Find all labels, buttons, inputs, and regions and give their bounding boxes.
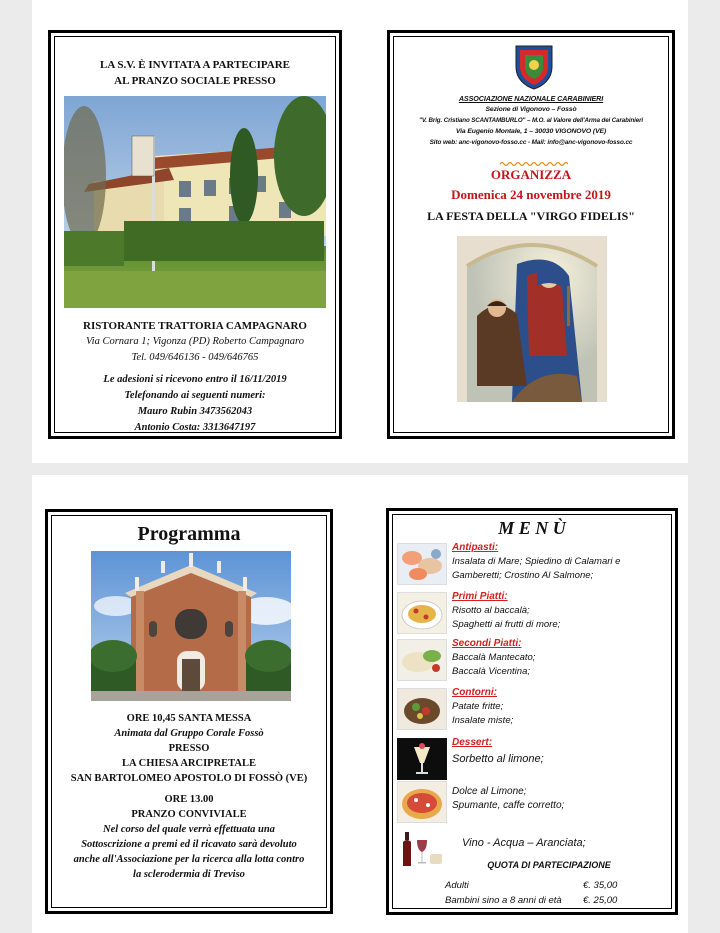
antipasti-heading: Antipasti: xyxy=(452,542,499,553)
association-address: Via Eugenio Montale, 1 – 30030 VIGONOVO (VE) xyxy=(455,128,607,135)
contorni-item-2: Insalate miste; xyxy=(452,715,514,726)
restaurant-info xyxy=(51,318,339,366)
menu-title: M E N Ù xyxy=(498,518,566,538)
page-top-sheet xyxy=(32,0,688,463)
menu-contorni xyxy=(397,686,667,730)
price-list xyxy=(445,878,625,908)
secondi-item-1: Baccalà Mantecato; xyxy=(452,652,536,663)
secondi-heading: Secondi Piatti: xyxy=(452,638,522,649)
program-title: Programma xyxy=(137,523,241,545)
rsvp-info xyxy=(51,372,339,436)
invitation-heading xyxy=(51,57,339,89)
drinks-text: Vino - Acqua – Aranciata; xyxy=(462,837,586,849)
rsvp-contact-1: Mauro Rubin 3473562043 xyxy=(137,406,253,417)
virgo-fidelis-painting xyxy=(457,236,607,402)
wine-bottle-icon xyxy=(397,828,445,868)
menu-secondi xyxy=(397,637,667,681)
invitation-line-2: AL PRANZO SOCIALE PRESSO xyxy=(114,75,276,87)
secondi-photo xyxy=(397,639,447,681)
program-church: LA CHIESA ARCIPRETALE xyxy=(121,758,256,769)
price-row-children xyxy=(445,893,625,908)
restaurant-photo-image xyxy=(64,96,326,308)
restaurant-phone: Tel. 049/646136 - 049/646765 xyxy=(131,352,259,363)
restaurant-photo xyxy=(64,96,326,308)
drinks-photo xyxy=(397,828,445,868)
event-panel xyxy=(387,30,675,439)
dolce-text xyxy=(452,785,682,813)
program-note-2: Sottoscrizione a premi ed il ricavato sarà devoluto xyxy=(81,839,297,850)
program-schedule xyxy=(48,711,330,882)
price-value-adults: €. 35,00 xyxy=(583,880,618,891)
sorbet-glass-icon xyxy=(398,739,446,779)
secondi-item-2: Baccalà Vicentina; xyxy=(452,666,530,677)
dolce-photo xyxy=(397,781,447,823)
event-title: LA FESTA DELLA "VIRGO FIDELIS" xyxy=(427,209,635,223)
program-note-4: la sclerodermia di Treviso xyxy=(133,869,245,880)
organizza-label: ORGANIZZA xyxy=(490,167,572,182)
dessert-photo xyxy=(397,738,447,780)
dolce-item-1: Dolce al Limone; xyxy=(452,786,527,797)
contorni-photo xyxy=(397,688,447,730)
antipasti-text xyxy=(452,541,682,583)
contorni-item-1: Patate fritte; xyxy=(452,701,504,712)
menu-panel xyxy=(386,508,678,915)
church-image xyxy=(91,551,291,701)
program-panel xyxy=(45,509,333,914)
program-choir: Animata dal Gruppo Corale Fossò xyxy=(114,728,264,739)
dessert-heading: Dessert: xyxy=(452,737,493,748)
contorni-heading: Contorni: xyxy=(452,687,497,698)
program-mass-time: ORE 10,45 SANTA MESSA xyxy=(126,713,252,724)
antipasti-item-1: Insalata di Mare; Spiedino di Calamari e xyxy=(452,556,621,567)
virgo-fidelis-image xyxy=(457,236,607,402)
cake-icon xyxy=(398,782,446,822)
program-note-3: anche all'Associazione per la ricerca alla lotta contro xyxy=(73,854,305,865)
association-name: ASSOCIAZIONE NAZIONALE CARABINIERI xyxy=(458,94,604,103)
dolce-item-2: Spumante, caffe corretto; xyxy=(452,800,565,811)
page-bottom-sheet xyxy=(32,475,688,933)
event-date: Domenica 24 novembre 2019 xyxy=(451,187,611,202)
primi-text xyxy=(452,590,682,632)
church-photo xyxy=(91,551,291,701)
program-church-location: SAN BARTOLOMEO APOSTOLO DI FOSSÒ (VE) xyxy=(70,773,308,784)
menu-primi xyxy=(397,590,667,634)
primi-item-2: Spaghetti ai frutti di more; xyxy=(452,619,561,630)
fish-dish-icon xyxy=(398,640,446,680)
event-info xyxy=(390,165,672,227)
primi-item-1: Risotto al baccalà; xyxy=(452,605,530,616)
quota-heading: QUOTA DI PARTECIPAZIONE xyxy=(487,860,611,870)
price-value-children: €. 25,00 xyxy=(583,895,618,906)
association-section: Sezione di Vigonovo – Fossò xyxy=(485,106,577,113)
association-details xyxy=(390,93,672,148)
program-lunch-time: ORE 13.00 xyxy=(164,794,214,805)
rsvp-contact-2: Antonio Costa: 3313647197 xyxy=(134,422,256,433)
menu-antipasti xyxy=(397,541,667,585)
rsvp-deadline: Le adesioni si ricevono entro il 16/11/2019 xyxy=(103,374,287,385)
primi-photo xyxy=(397,592,447,634)
decorative-divider xyxy=(500,154,568,160)
program-note-1: Nel corso del quale verrà effettuata una xyxy=(103,824,275,835)
association-dedication: "V. Brig. Cristiano SCANTAMBURLO" – M.O. al Valore dell'Arma dei Carabinieri xyxy=(418,117,644,124)
menu-dolce xyxy=(397,781,667,825)
program-lunch: PRANZO CONVIVIALE xyxy=(131,809,247,820)
association-contacts: Sito web: anc-vigonovo-fosso.cc - Mail: info@anc-vigonovo-fosso.cc xyxy=(429,139,633,146)
carabinieri-logo xyxy=(513,43,555,91)
menu-dessert xyxy=(397,736,667,780)
price-label-children: Bambini sino a 8 anni di età xyxy=(445,895,562,906)
dessert-text xyxy=(452,736,682,766)
shield-icon xyxy=(513,43,555,91)
invitation-line-1: LA S.V. È INVITATA A PARTECIPARE xyxy=(99,59,291,71)
antipasti-item-2: Gamberetti; Crostino Al Salmone; xyxy=(452,570,594,581)
salad-icon xyxy=(398,689,446,729)
program-presso: PRESSO xyxy=(168,743,210,754)
restaurant-name: RISTORANTE TRATTORIA CAMPAGNARO xyxy=(83,320,307,332)
price-label-adults: Adulti xyxy=(445,880,469,891)
secondi-text xyxy=(452,637,682,679)
restaurant-address: Via Cornara 1; Vigonza (PD) Roberto Campagnaro xyxy=(86,336,304,347)
dessert-item-1: Sorbetto al limone; xyxy=(452,753,544,765)
invitation-panel xyxy=(48,30,342,439)
pasta-icon xyxy=(398,593,446,633)
antipasti-photo xyxy=(397,543,447,585)
primi-heading: Primi Piatti: xyxy=(452,591,508,602)
seafood-icon xyxy=(398,544,446,584)
rsvp-phone-intro: Telefonando ai seguenti numeri: xyxy=(124,390,266,401)
price-row-adults xyxy=(445,878,625,893)
contorni-text xyxy=(452,686,682,728)
